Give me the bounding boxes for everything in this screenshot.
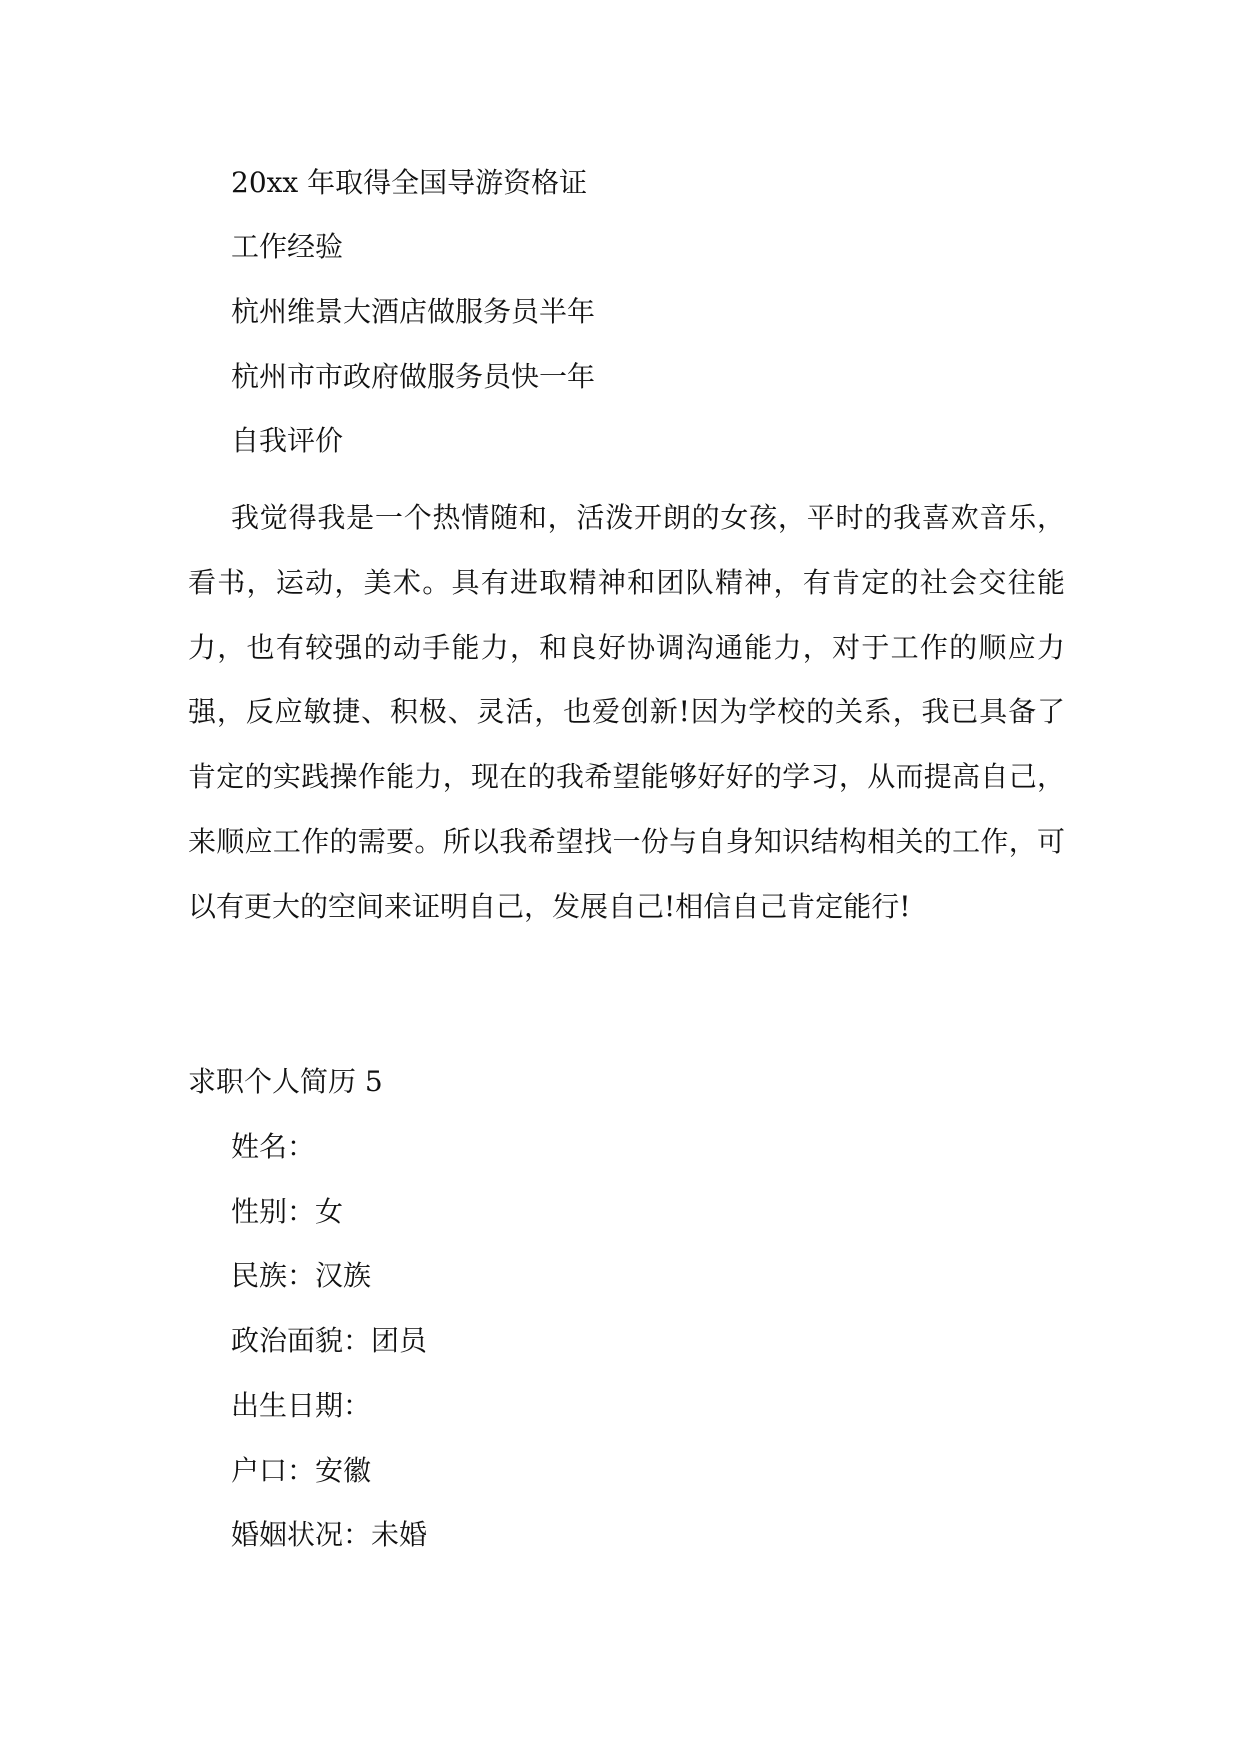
field-gender: 性别：女 xyxy=(231,1195,344,1228)
field-political-status: 政治面貌：团员 xyxy=(231,1324,428,1357)
self-evaluation-heading: 自我评价 xyxy=(231,424,344,457)
field-name: 姓名： xyxy=(231,1130,316,1163)
field-birth-date: 出生日期： xyxy=(231,1389,372,1422)
self-evaluation-paragraph: 我觉得我是一个热情随和，活泼开朗的女孩，平时的我喜欢音乐，看书，运动，美术。具有进取精神和团队精神，有肯定的社会交往能力，也有较强的动手能力，和良好协调沟通能力，对于工作的顺应力强，反应敏捷、积极、灵活，也爱创新!因为学校的关系，我已具备了肯定的实践操作能力，现在的我希望能够好好的学习，从而提高自己，来顺应工作的需要。所以我希望找一份与自身知识结构相关的工作，可以有更大的空间来证明自己，发展自己!相信自己肯定能行! xyxy=(188,501,1065,923)
field-marital-status: 婚姻状况：未婚 xyxy=(231,1518,428,1551)
work-item: 杭州维景大酒店做服务员半年 xyxy=(231,295,596,328)
field-hukou: 户口：安徽 xyxy=(231,1454,372,1487)
field-ethnicity: 民族：汉族 xyxy=(231,1259,372,1292)
work-item: 杭州市市政府做服务员快一年 xyxy=(231,360,596,393)
work-experience-heading: 工作经验 xyxy=(231,230,344,263)
certificate-line: 20xx 年取得全国导游资格证 xyxy=(231,166,588,199)
resume-section-title: 求职个人简历 5 xyxy=(188,1065,383,1098)
